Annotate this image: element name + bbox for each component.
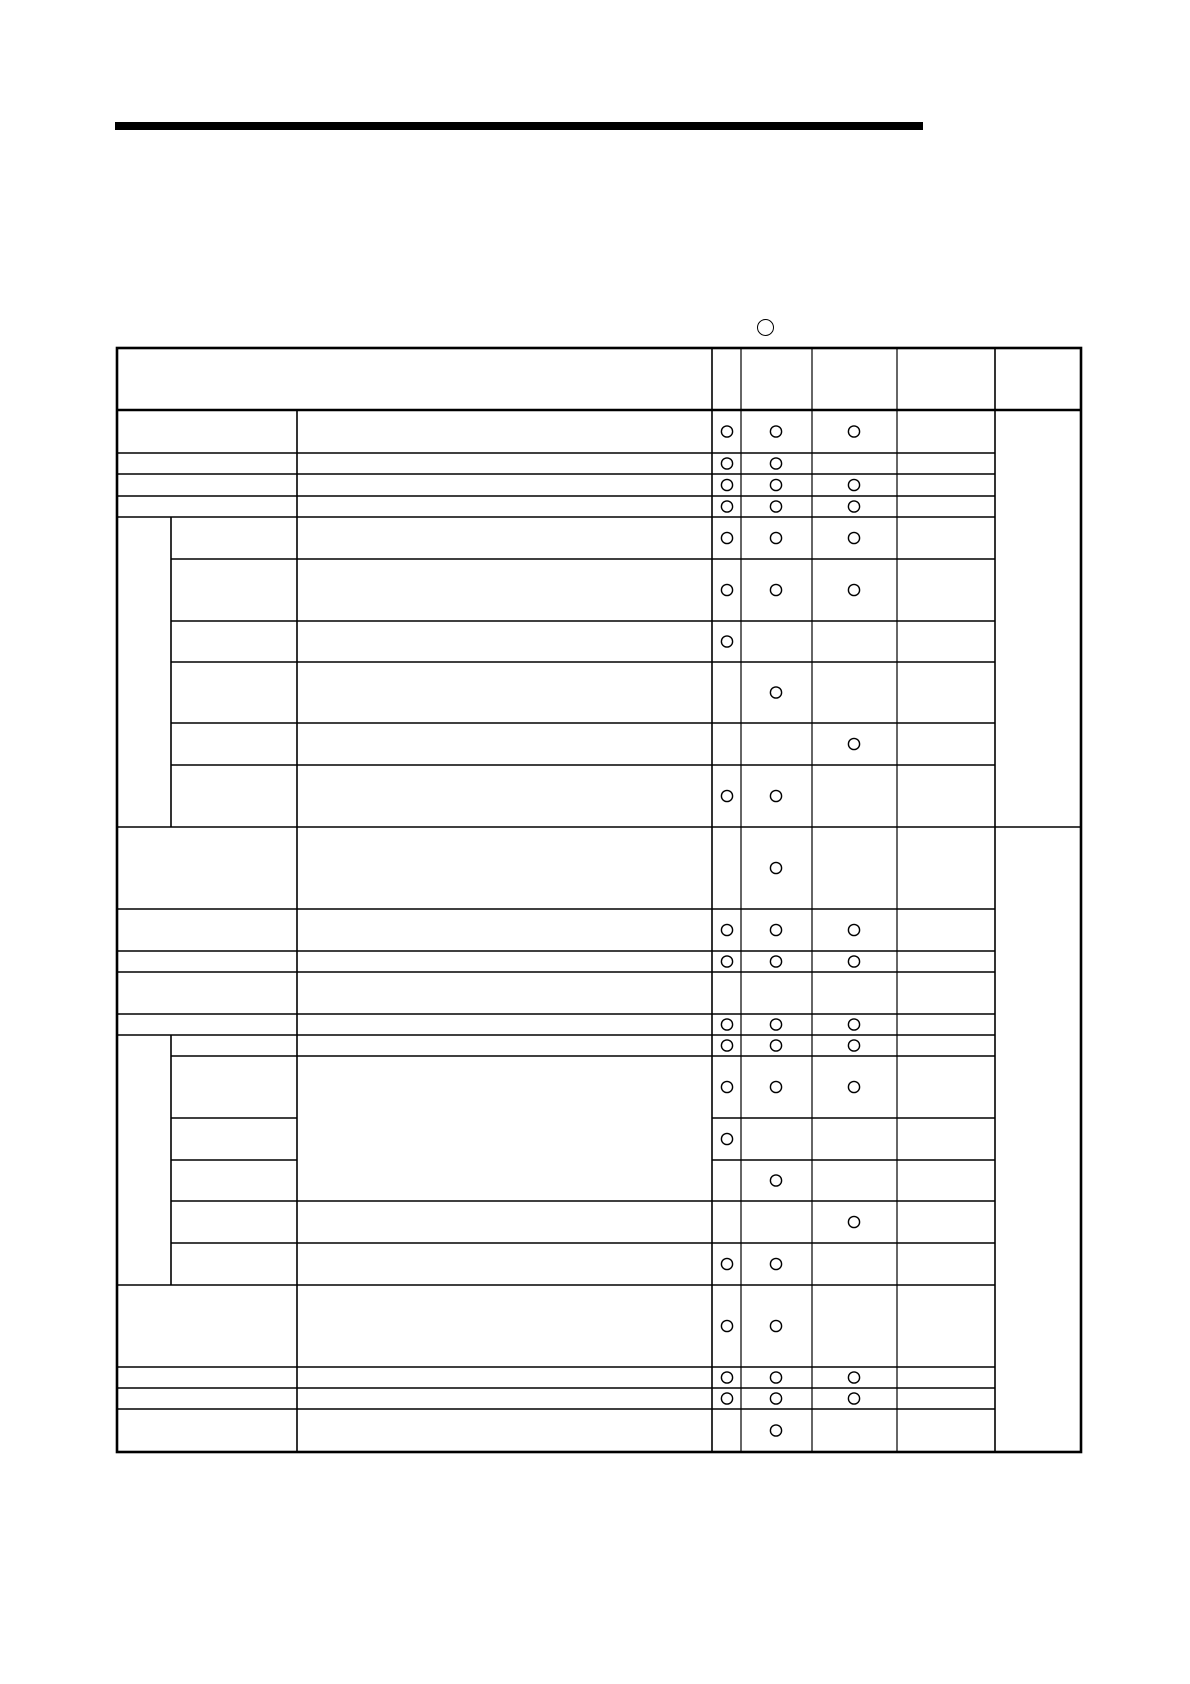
circle-mark-icon <box>848 532 859 543</box>
circle-mark-icon <box>848 1040 859 1051</box>
circle-mark-icon <box>721 1393 732 1404</box>
circle-mark-icon <box>721 790 732 801</box>
circle-mark-icon <box>721 426 732 437</box>
table-frame <box>117 348 1081 1452</box>
circle-mark-icon <box>770 458 781 469</box>
circle-mark-icon <box>721 1258 732 1269</box>
circle-mark-icon <box>721 1081 732 1092</box>
circle-mark-icon <box>848 1019 859 1030</box>
circle-mark-icon <box>721 584 732 595</box>
circle-mark-icon <box>848 1216 859 1227</box>
circle-mark-icon <box>770 1081 781 1092</box>
circle-mark-icon <box>848 1081 859 1092</box>
circle-mark-icon <box>848 1372 859 1383</box>
circle-mark-icon <box>770 584 781 595</box>
circle-mark-icon <box>721 636 732 647</box>
circle-mark-icon <box>721 458 732 469</box>
circle-mark-icon <box>721 479 732 490</box>
circle-mark-icon <box>770 862 781 873</box>
circle-mark-icon <box>770 790 781 801</box>
circle-mark-icon <box>848 426 859 437</box>
circle-mark-icon <box>848 924 859 935</box>
circle-mark-icon <box>721 532 732 543</box>
circle-mark-icon <box>721 501 732 512</box>
table-outer-border <box>117 348 1081 1452</box>
circle-mark-icon <box>770 501 781 512</box>
circle-mark-icon <box>770 1019 781 1030</box>
circle-mark-icon <box>770 1393 781 1404</box>
circle-mark-icon <box>770 1175 781 1186</box>
circle-mark-icon <box>721 924 732 935</box>
circle-mark-icon <box>770 924 781 935</box>
circle-mark-icon <box>848 479 859 490</box>
circle-mark-icon <box>770 1320 781 1331</box>
circle-mark-icon <box>770 1258 781 1269</box>
circle-mark-icon <box>721 1372 732 1383</box>
circle-mark-icon <box>770 479 781 490</box>
circle-mark-icon <box>848 956 859 967</box>
circle-mark-icon <box>848 501 859 512</box>
circle-mark-icon <box>721 1320 732 1331</box>
circle-mark-icon <box>770 1372 781 1383</box>
circle-mark-icon <box>721 956 732 967</box>
circle-mark-icon <box>770 687 781 698</box>
circle-mark-icon <box>721 1133 732 1144</box>
circle-mark-icon <box>721 1040 732 1051</box>
circle-mark-icon <box>848 738 859 749</box>
circle-mark-icon <box>721 1019 732 1030</box>
circle-mark-icon <box>848 584 859 595</box>
circle-mark-icon <box>770 956 781 967</box>
circle-mark-icon <box>848 1393 859 1404</box>
circle-mark-icon <box>770 1040 781 1051</box>
circle-mark-icon <box>770 426 781 437</box>
circle-mark-icon <box>770 532 781 543</box>
circle-mark-icon <box>770 1425 781 1436</box>
table-cells <box>117 348 1081 1452</box>
